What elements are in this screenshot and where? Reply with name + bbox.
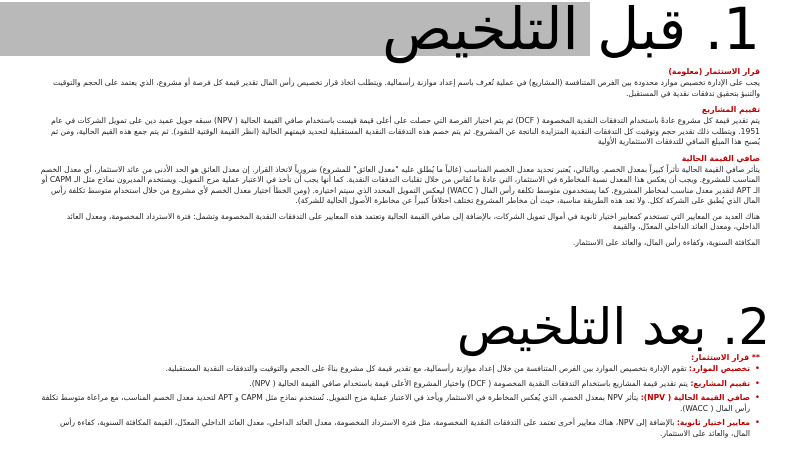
bullet-item [40,379,760,390]
para-decision: يجب على الإدارة تخصيص موارد محدودة بين الفرص المتنافسة (المشاريع) في عملية تُعرف باسم إعداد موازنة رأسمالية. ويتطلب اتخاذ قرار تخصيص رأس المال تقدير قيمة كل فرصة أو مشروع، الذي يعتمد على الحجم والتوقيت والتنبؤ بتحقيق تدفقات نقدية في المستقبل. [52,78,760,98]
bullet-label: تقييم المشاريع: [690,378,750,388]
bullet-label: معايير اختيار ثانوية: [676,418,750,427]
bullet-item [40,364,760,375]
section1-title: 1. قبل التلخيص [382,0,760,63]
title-banner [0,0,800,63]
section1-body [40,66,760,253]
bullet-text: يتم تقدير قيمة المشاريع باستخدام التدفقات النقدية المخصومة ( DCF) واختيار المشروع الأعلى قيمة باستخدام صافي القيمة الحالية ( NPV). [249,378,688,388]
para-evaluation: يتم تقدير قيمة كل مشروع عادةً باستخدام التدفقات النقدية المخصومة ( DCF) ثم يتم اختيار الفرصة التي حصلت على أعلى قيمة قيست باستخدام صافي القيمة الحالية ( NPV) سبقه جويل عميد دين على تمويل الشركات في عام 1951. ويتطلب ذلك تقدير حجم وتوقيت كل التدفقات النقدية المتزايدة الناتجة عن المشروع. ثم يتم خصم هذه التدفقات النقدية المستقبلية لتحديد قيمتهم الحالية (انظر القيمة الوقتية للنقود). ثم يتم جمع هذه القيم الحالية، ومن ثم يُصبح هذا المبلغ الصافي للتدفقات الاستثمارية الأولية [50,116,760,146]
para-last: المكافئة السنوية، وكفاءة رأس المال، والعائد على الاستثمار. [572,237,760,247]
bullet-text: تقوم الإدارة بتخصيص الموارد بين الفرص المتنافسة من خلال إعداد موازنة رأسمالية، مع تقدير قيمة كل مشروع بناءً على الحجم والتوقيت والتدفقات النقدية المستقبلية. [165,364,687,373]
bullet-label: تخصيص الموارد: [688,364,750,373]
bullet-text: يتأثر NPV بمعدل الخصم، الذي يُعكس المخاطرة في الاستثمار ويأخذ في الاعتبار عملية مزج التمويل. تُستخدم نماذج مثل CAPM و APT لتحديد معدل الخصم المناسب، مع مراعاة متوسط تكلفة رأس المال ( WACC). [41,393,750,413]
heading-evaluation: تقييم المشاريع [701,105,760,114]
heading-decision: قرار الاستثمار (معلومة) [668,67,760,76]
bullet-item [40,418,760,439]
heading-npv: صافي القيمة الحالية [681,153,760,163]
section2-heading: ** قرار الاستثمار: [691,353,760,362]
bullet-text: بالإضافة إلى NPV، هناك معايير أخرى تعتمد على التدفقات النقدية المخصومة، مثل فترة الاسترداد المخصومة، معدل العائد الداخلي، معدل العائد الداخلي المعدّل، القيمة المكافئة السنوية، كفاءة رأس المال، والعائد على الاستثمار. [59,418,750,438]
para-npv: يتأثر صافي القيمة الحالية تأثراً كبيراً بمعدل الخصم. وبالتالي، يُعتبر تحديد معدل الخصم المناسب (غالباً ما يُطلق عليه "معدل العائق" للمشروع) ضرورياً لاتخاذ القرار. إن معدل العائق هو الحد الأدنى من عائد الاستثمار، أي معدل الخصم المناسب للمشروع. ويجب أن يعكس هذا المعدل نسبة المخاطرة في الاستثمار، التي عادةً ما تُقاس من خلال تقلبات التدفقات النقدية. كما أنها يجب أن تأخذ في الاعتبار عملية مزج التمويل. ويستخدم المديرون نماذج مثل الـ CAPM أو الـ APT لتقدير معدل مناسب لمخاطر المشروع. كما يستخدمون متوسط تكلفة رأس المال ( WACC) ليعكس التمويل المحدد الذي سيتم اختياره. (ومن الخطأ اختيار معدل الخصم لأي مشروع من خلال استخدام متوسط تكلفة رأس المال الذي يُطبق على الشركة ككل. ولا تعد هذه الطريقة مناسبة، حيث أن مخاطر المشروع تختلف اختلافاً كبيراً عن مخاطرة الأصول الحالية للشركة). [40,164,760,205]
section2-title: 2. بعد التلخيص [456,298,770,356]
para-other-criteria: هناك العديد من المعايير التي تستخدم كمعايير اختيار ثانوية في أموال تمويل الشركات، بالإضافة إلى صافي القيمة الحالية وتعتمد هذه المعايير على التدفقات النقدية المخصومة وتشمل: فترة الاسترداد المخصومة، ومعدل العائد الداخلي، ومعدل العائد الداخلي المعدّل، والقيمة [66,211,760,231]
bullet-label: صافي القيمة الحالية ( NPV): [640,393,750,402]
bullet-item [40,393,760,414]
section2-body [40,352,760,443]
